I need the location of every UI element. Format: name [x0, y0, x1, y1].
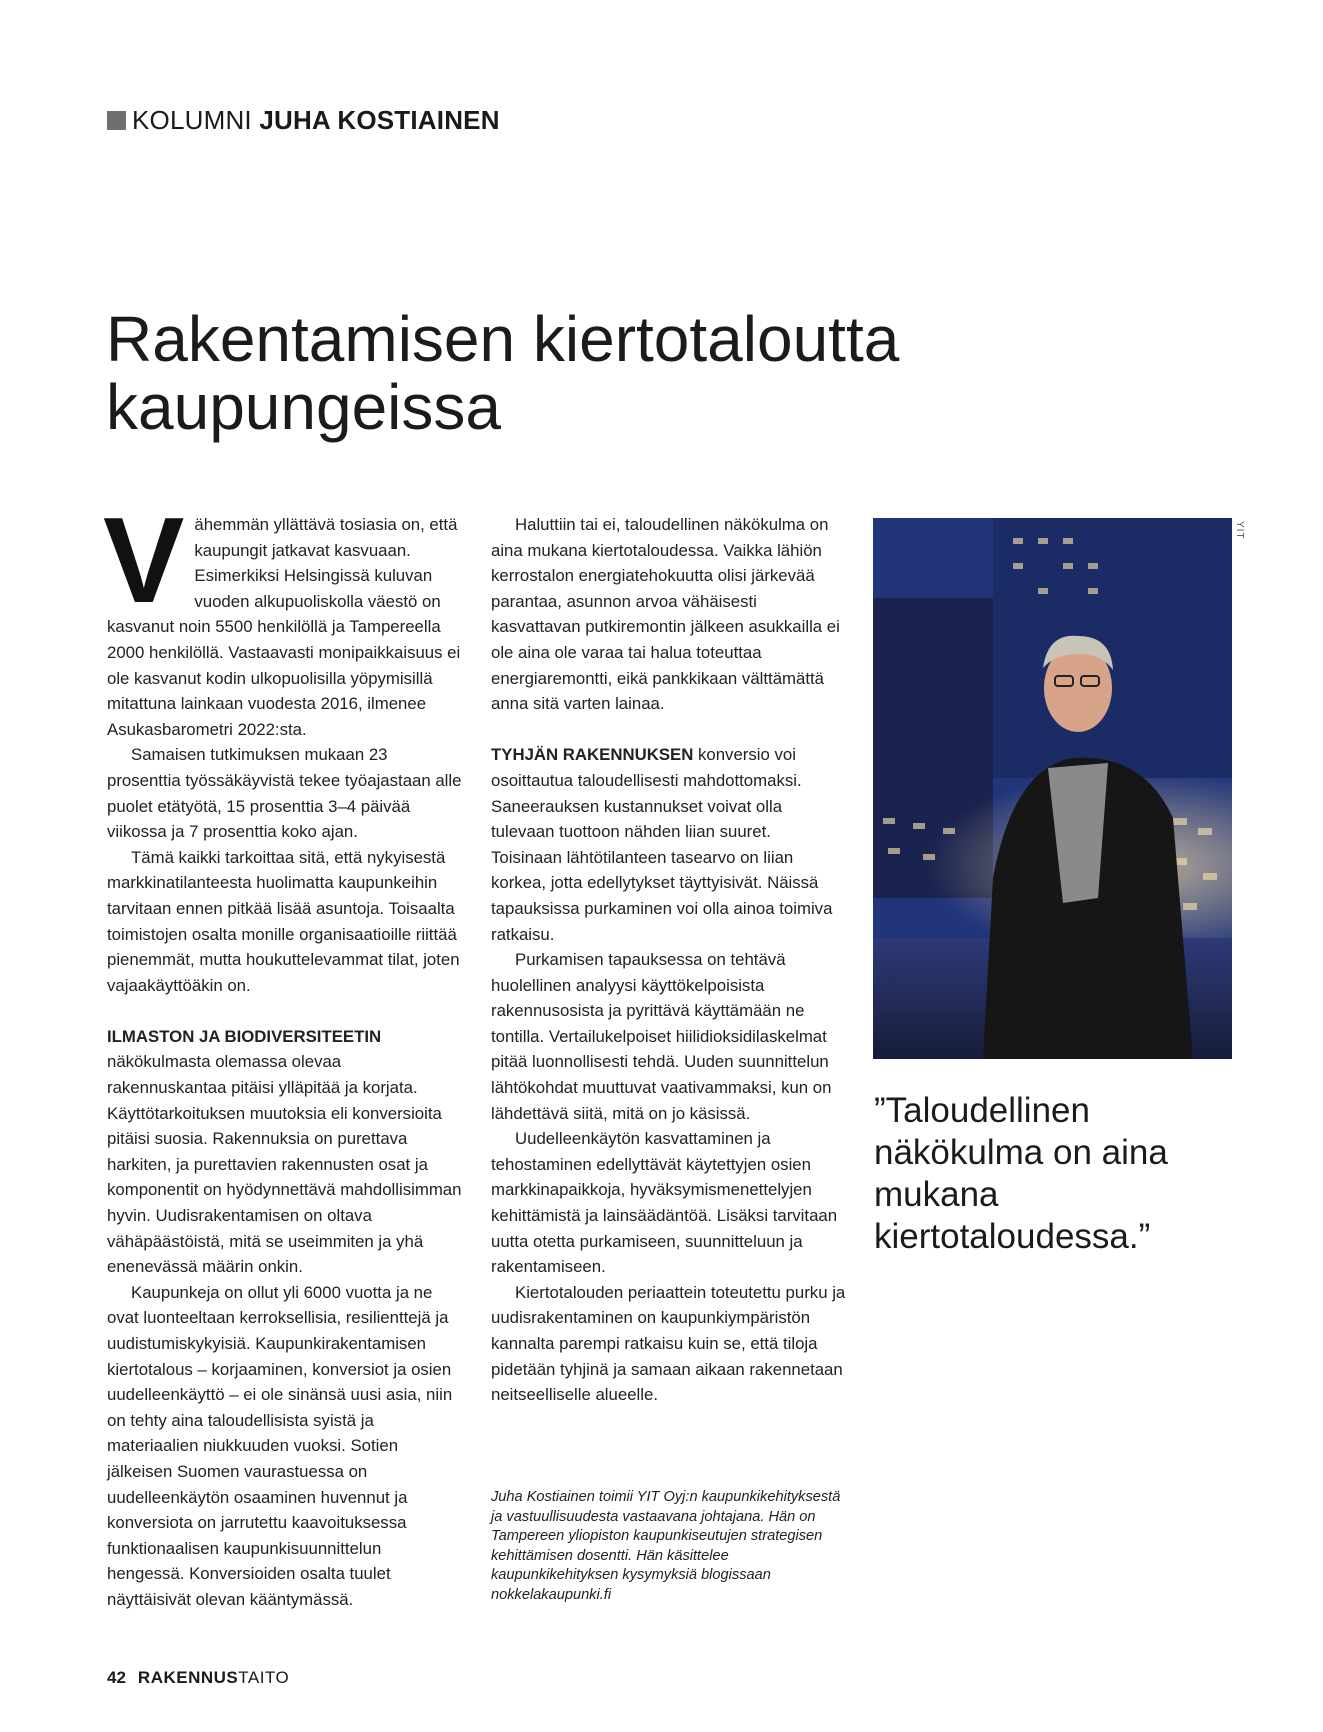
paragraph: Purkamisen tapauksessa on tehtävä huolellinen analyysi käyttökelpoisista rakennusosista ja pyrittävä käyttämään ne tontilla. Vertailukelpoiset hiilidioksidilaskelmat pitää luonnollisesti tehdä. Uuden suunnittelun lähtökohdat muuttuvat vaativammaksi, kun on lähdettävä siitä, mitä on jo käsissä. — [491, 950, 832, 1123]
paragraph-gap — [107, 998, 462, 1024]
paragraph: Haluttiin tai ei, taloudellinen näkökulma on aina mukana kiertotaloudessa. Vaikka lähiön kerrostalon energiatehokuutta olisi järkevää parantaa, asunnon arvoa vähäisesti kasvattavan putkiremontin jälkeen asukkailla ei ole aina ole varaa tai halua toteuttaa energiaremontti, eikä pankkikaan välttämättä anna sitä varten lainaa. — [491, 515, 840, 714]
section-label — [107, 104, 500, 136]
lead-in: TYHJÄN RAKENNUKSEN — [491, 745, 694, 765]
article-title-line2: kaupungeissa — [106, 371, 501, 443]
article-title-line1: Rakentamisen kiertotaloutta — [106, 303, 900, 375]
paragraph — [103, 492, 462, 742]
paragraph-gap — [491, 717, 846, 743]
page-number: 42 — [107, 1668, 126, 1687]
paragraph-text: konversio voi osoittautua taloudellisesti mahdottomaksi. Saneerauksen kustannukset voivat olla tulevaan tuottoon nähden liian suuret. Toisinaan lähtötilanteen tasearvo on liian korkea, jotta edellytykset täyttyisivät. Näissä tapauksissa purkaminen voi olla ainoa toimiva ratkaisu. — [491, 745, 833, 944]
paragraph: Kiertotalouden periaattein toteutettu purku ja uudisrakentaminen on kaupunkiympäristön kannalta parempi ratkaisu kuin se, että tiloja pidetään tyhjinä ja samaan aikaan rakennetaan neitseelliselle alueelle. — [491, 1282, 846, 1405]
paragraph: Tämä kaikki tarkoittaa sitä, että nykyisestä markkinatilanteesta huolimatta kaupunkeihin tarvitaan ennen pitkää lisää asuntoja. Toisaalta toimistojen osalta monille organisaatioille riittää pienemmät, mutta houkuttelevammat tilat, joten vajaakäyttöäkin on. — [107, 847, 460, 995]
paragraph — [107, 1024, 462, 1280]
body-column-1 — [103, 492, 462, 1613]
page-footer — [107, 1666, 289, 1690]
paragraph — [491, 742, 846, 947]
drop-cap: V — [103, 492, 185, 628]
paragraph-text: näkökulmasta olemassa olevaa rakennuskantaa pitäisi ylläpitää ja korjata. Käyttötarkoituksen muutoksia eli konversioita pitäisi suosia. Rakennuksia on purettava harkiten, ja purettavien rakennusten osat ja komponentit on hyödynnettävä mahdollisimman hyvin. Uudisrakentamisen on oltava vähäpäästöistä, mitä se useimmiten ja yhä enenevässä määrin onkin. — [107, 1052, 462, 1277]
pull-quote: ”Taloudellinen näkökulma on aina mukana kiertotaloudessa.” — [874, 1091, 1168, 1256]
paragraph: Kaupunkeja on ollut yli 6000 vuotta ja ne ovat luonteeltaan kerroksellisia, resilienttejä ja uudistumiskykyisiä. Kaupunkirakentamisen kiertotalous – korjaaminen, konversiot ja osien uudelleenkäyttö – ei ole sinänsä uusi asia, niin on tehty aina taloudellisista syistä ja materiaalien niukkuuden vuoksi. Sotien jälkeisen Suomen vaurastuessa on uudelleenkäytön osaaminen huvennut ja konversiota on jarrutettu kaavoituksessa funktionaalisen kaupunkisuunnittelun hengessä. Konversioiden osalta tuulet näyttäisivät olevan kääntymässä. — [107, 1282, 453, 1609]
section-square-icon — [107, 111, 126, 130]
paragraph: Samaisen tutkimuksen mukaan 23 prosenttia työssäkäyvistä tekee työajastaan alle puolet etätyötä, 15 prosenttia 3–4 päivää viikossa ja 7 prosenttia koko ajan. — [107, 745, 462, 842]
magazine-name-bold: RAKENNUS — [137, 1668, 239, 1687]
paragraph: Uudelleenkäytön kasvattaminen ja tehostaminen edellyttävät käytettyjen osien markkinapaikkoja, hyväksymismenettelyjen kehittämistä ja lainsäädäntöä. Lisäksi tarvitaan uutta otetta purkamiseen, suunnitteluun ja rakentamiseen. — [491, 1129, 838, 1277]
author-photo-illustration — [873, 518, 1232, 1059]
paragraph-text: ähemmän yllättävä tosiasia on, että kaupungit jatkavat kasvuaan. Esimerkiksi Helsingissä kuluvan vuoden alkupuoliskolla väestö on kasvanut noin 5500 henkilöllä ja Tampereella 2000 henkilöllä. Vastaavasti monipaikkaisuus ei ole kasvanut kodin ulkopuolisilla yöpymisillä mitattuna lainkaan vuodesta 2016, ilmenee Asukasbarometri 2022:sta. — [107, 515, 461, 739]
author-photo — [873, 518, 1232, 1059]
author-bio-caption: Juha Kostiainen toimii YIT Oyj:n kaupunkikehityksestä ja vastuullisuudesta vastaavana johtajana. Hän on Tampereen yliopiston kaupunkiseutujen strategisen kehittämisen dosentti. Hän käsittelee kaupunkikehityksen kysymyksiä blogissaan nokkelakaupunki.fi — [491, 1489, 841, 1603]
magazine-name-light: TAITO — [238, 1668, 290, 1687]
article-title — [106, 305, 1106, 441]
section-name: KOLUMNI — [132, 105, 252, 135]
body-column-2 — [491, 512, 846, 1408]
column-author: JUHA KOSTIAINEN — [259, 105, 500, 135]
lead-in: ILMASTON JA BIODIVERSITEETIN — [107, 1026, 382, 1046]
photo-credit: YIT — [1234, 521, 1245, 540]
